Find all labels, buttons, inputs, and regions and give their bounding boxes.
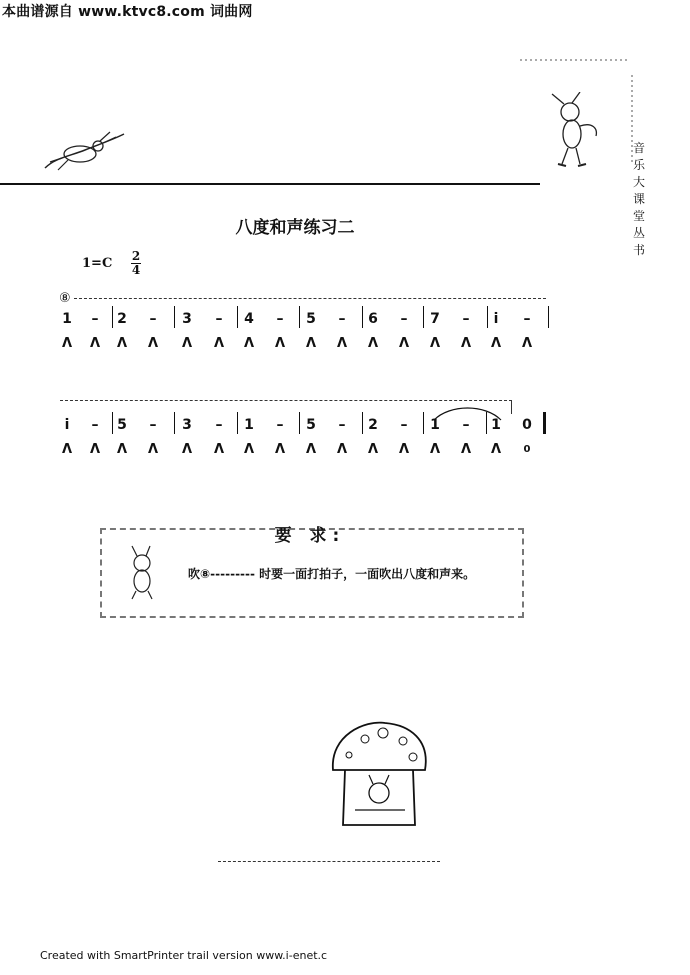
accent-mark: Λ xyxy=(398,336,410,351)
score-note: – xyxy=(149,311,157,327)
accent-mark: Λ xyxy=(274,442,286,457)
score-note: – xyxy=(462,417,470,433)
accent-mark: 0 xyxy=(523,444,531,455)
accent-mark: Λ xyxy=(116,336,128,351)
time-signature: $\frac{2}{4}$ xyxy=(131,249,141,277)
score-note: 0 xyxy=(522,417,532,433)
accent-mark: Λ xyxy=(429,336,441,351)
score-note: 2 xyxy=(117,311,127,327)
score-note: – xyxy=(400,417,408,433)
score-note: i̇ xyxy=(493,311,499,327)
score-note: – xyxy=(276,417,284,433)
accent-mark: Λ xyxy=(213,336,225,351)
octave-dashed-line-2 xyxy=(60,400,512,401)
bar-line xyxy=(487,306,488,328)
bar-line xyxy=(362,306,363,328)
bar-line xyxy=(112,412,113,434)
score-note: – xyxy=(215,311,223,327)
score-note: 4 xyxy=(244,311,254,327)
accent-mark: Λ xyxy=(490,336,502,351)
score-note: 1 xyxy=(491,417,501,433)
accent-mark: Λ xyxy=(243,442,255,457)
score-note: – xyxy=(462,311,470,327)
octave-dashed-line-1 xyxy=(74,298,546,299)
accent-mark: Λ xyxy=(429,442,441,457)
score-note: 3 xyxy=(182,417,192,433)
accent-mark: Λ xyxy=(89,336,101,351)
accent-mark: Λ xyxy=(398,442,410,457)
bar-line xyxy=(486,412,487,434)
accent-mark: Λ xyxy=(147,336,159,351)
accent-mark: Λ xyxy=(305,336,317,351)
requirement-heading: 要 求: xyxy=(274,526,346,546)
accent-mark: Λ xyxy=(367,336,379,351)
score-note: – xyxy=(149,417,157,433)
score-note: – xyxy=(276,311,284,327)
score-note: 5 xyxy=(117,417,127,433)
accent-mark: Λ xyxy=(460,442,472,457)
score-note: 2 xyxy=(368,417,378,433)
score-note: 6 xyxy=(368,311,378,327)
score-note: i̇ xyxy=(64,417,70,433)
bar-line xyxy=(237,306,238,328)
bar-line xyxy=(423,306,424,328)
score-note: – xyxy=(91,311,99,327)
requirement-text: 吹⑧--------- 时要一面打拍子，一面吹出八度和声来。 xyxy=(188,567,476,581)
bar-line xyxy=(299,412,300,434)
mushroom-house-illustration xyxy=(325,715,435,835)
score-note: 5 xyxy=(306,311,316,327)
score-note: – xyxy=(400,311,408,327)
source-header: 本曲谱源自 www.ktvc8.com 词曲网 xyxy=(2,4,253,20)
accent-mark: Λ xyxy=(336,336,348,351)
bar-line xyxy=(548,306,549,328)
score-note: 1 xyxy=(244,417,254,433)
accent-mark: Λ xyxy=(243,336,255,351)
bar-line xyxy=(174,412,175,434)
score-note: 1 xyxy=(62,311,72,327)
accent-mark: Λ xyxy=(336,442,348,457)
score-note: 7 xyxy=(430,311,440,327)
score-note: – xyxy=(523,311,531,327)
accent-mark: Λ xyxy=(521,336,533,351)
accent-mark: Λ xyxy=(116,442,128,457)
key-signature: 1=C xyxy=(82,256,113,271)
rabbit-illustration xyxy=(540,92,610,172)
bar-line xyxy=(237,412,238,434)
header-divider xyxy=(0,183,540,185)
series-label: 音 乐 大 课 堂 丛 书 xyxy=(632,141,645,257)
accent-mark: Λ xyxy=(274,336,286,351)
accent-mark: Λ xyxy=(213,442,225,457)
footer-watermark: Created with SmartPrinter trail version www.i-enet.c xyxy=(40,949,328,962)
bar-line xyxy=(174,306,175,328)
score-note: 1 xyxy=(430,417,440,433)
accent-mark: Λ xyxy=(61,442,73,457)
flying-rabbit-illustration xyxy=(40,128,130,178)
accent-mark: Λ xyxy=(305,442,317,457)
bar-line xyxy=(362,412,363,434)
score-note: 3 xyxy=(182,311,192,327)
accent-mark: Λ xyxy=(61,336,73,351)
accent-mark: Λ xyxy=(147,442,159,457)
page-title: 八度和声练习二 xyxy=(235,218,355,238)
accent-mark: Λ xyxy=(460,336,472,351)
accent-mark: Λ xyxy=(181,442,193,457)
score-note: 5 xyxy=(306,417,316,433)
score-note: – xyxy=(215,417,223,433)
accent-mark: Λ xyxy=(490,442,502,457)
octave-end-hook xyxy=(511,400,512,414)
score-note: – xyxy=(91,417,99,433)
accent-mark: Λ xyxy=(181,336,193,351)
bar-line xyxy=(299,306,300,328)
small-rabbit-icon xyxy=(120,545,165,600)
final-bar-line xyxy=(543,412,546,434)
score-note: – xyxy=(338,417,346,433)
accent-mark: Λ xyxy=(89,442,101,457)
bottom-divider xyxy=(218,861,440,862)
bar-line xyxy=(423,412,424,434)
bar-line xyxy=(112,306,113,328)
octave-mark: ⑧ xyxy=(59,291,71,306)
accent-mark: Λ xyxy=(367,442,379,457)
score-note: – xyxy=(338,311,346,327)
